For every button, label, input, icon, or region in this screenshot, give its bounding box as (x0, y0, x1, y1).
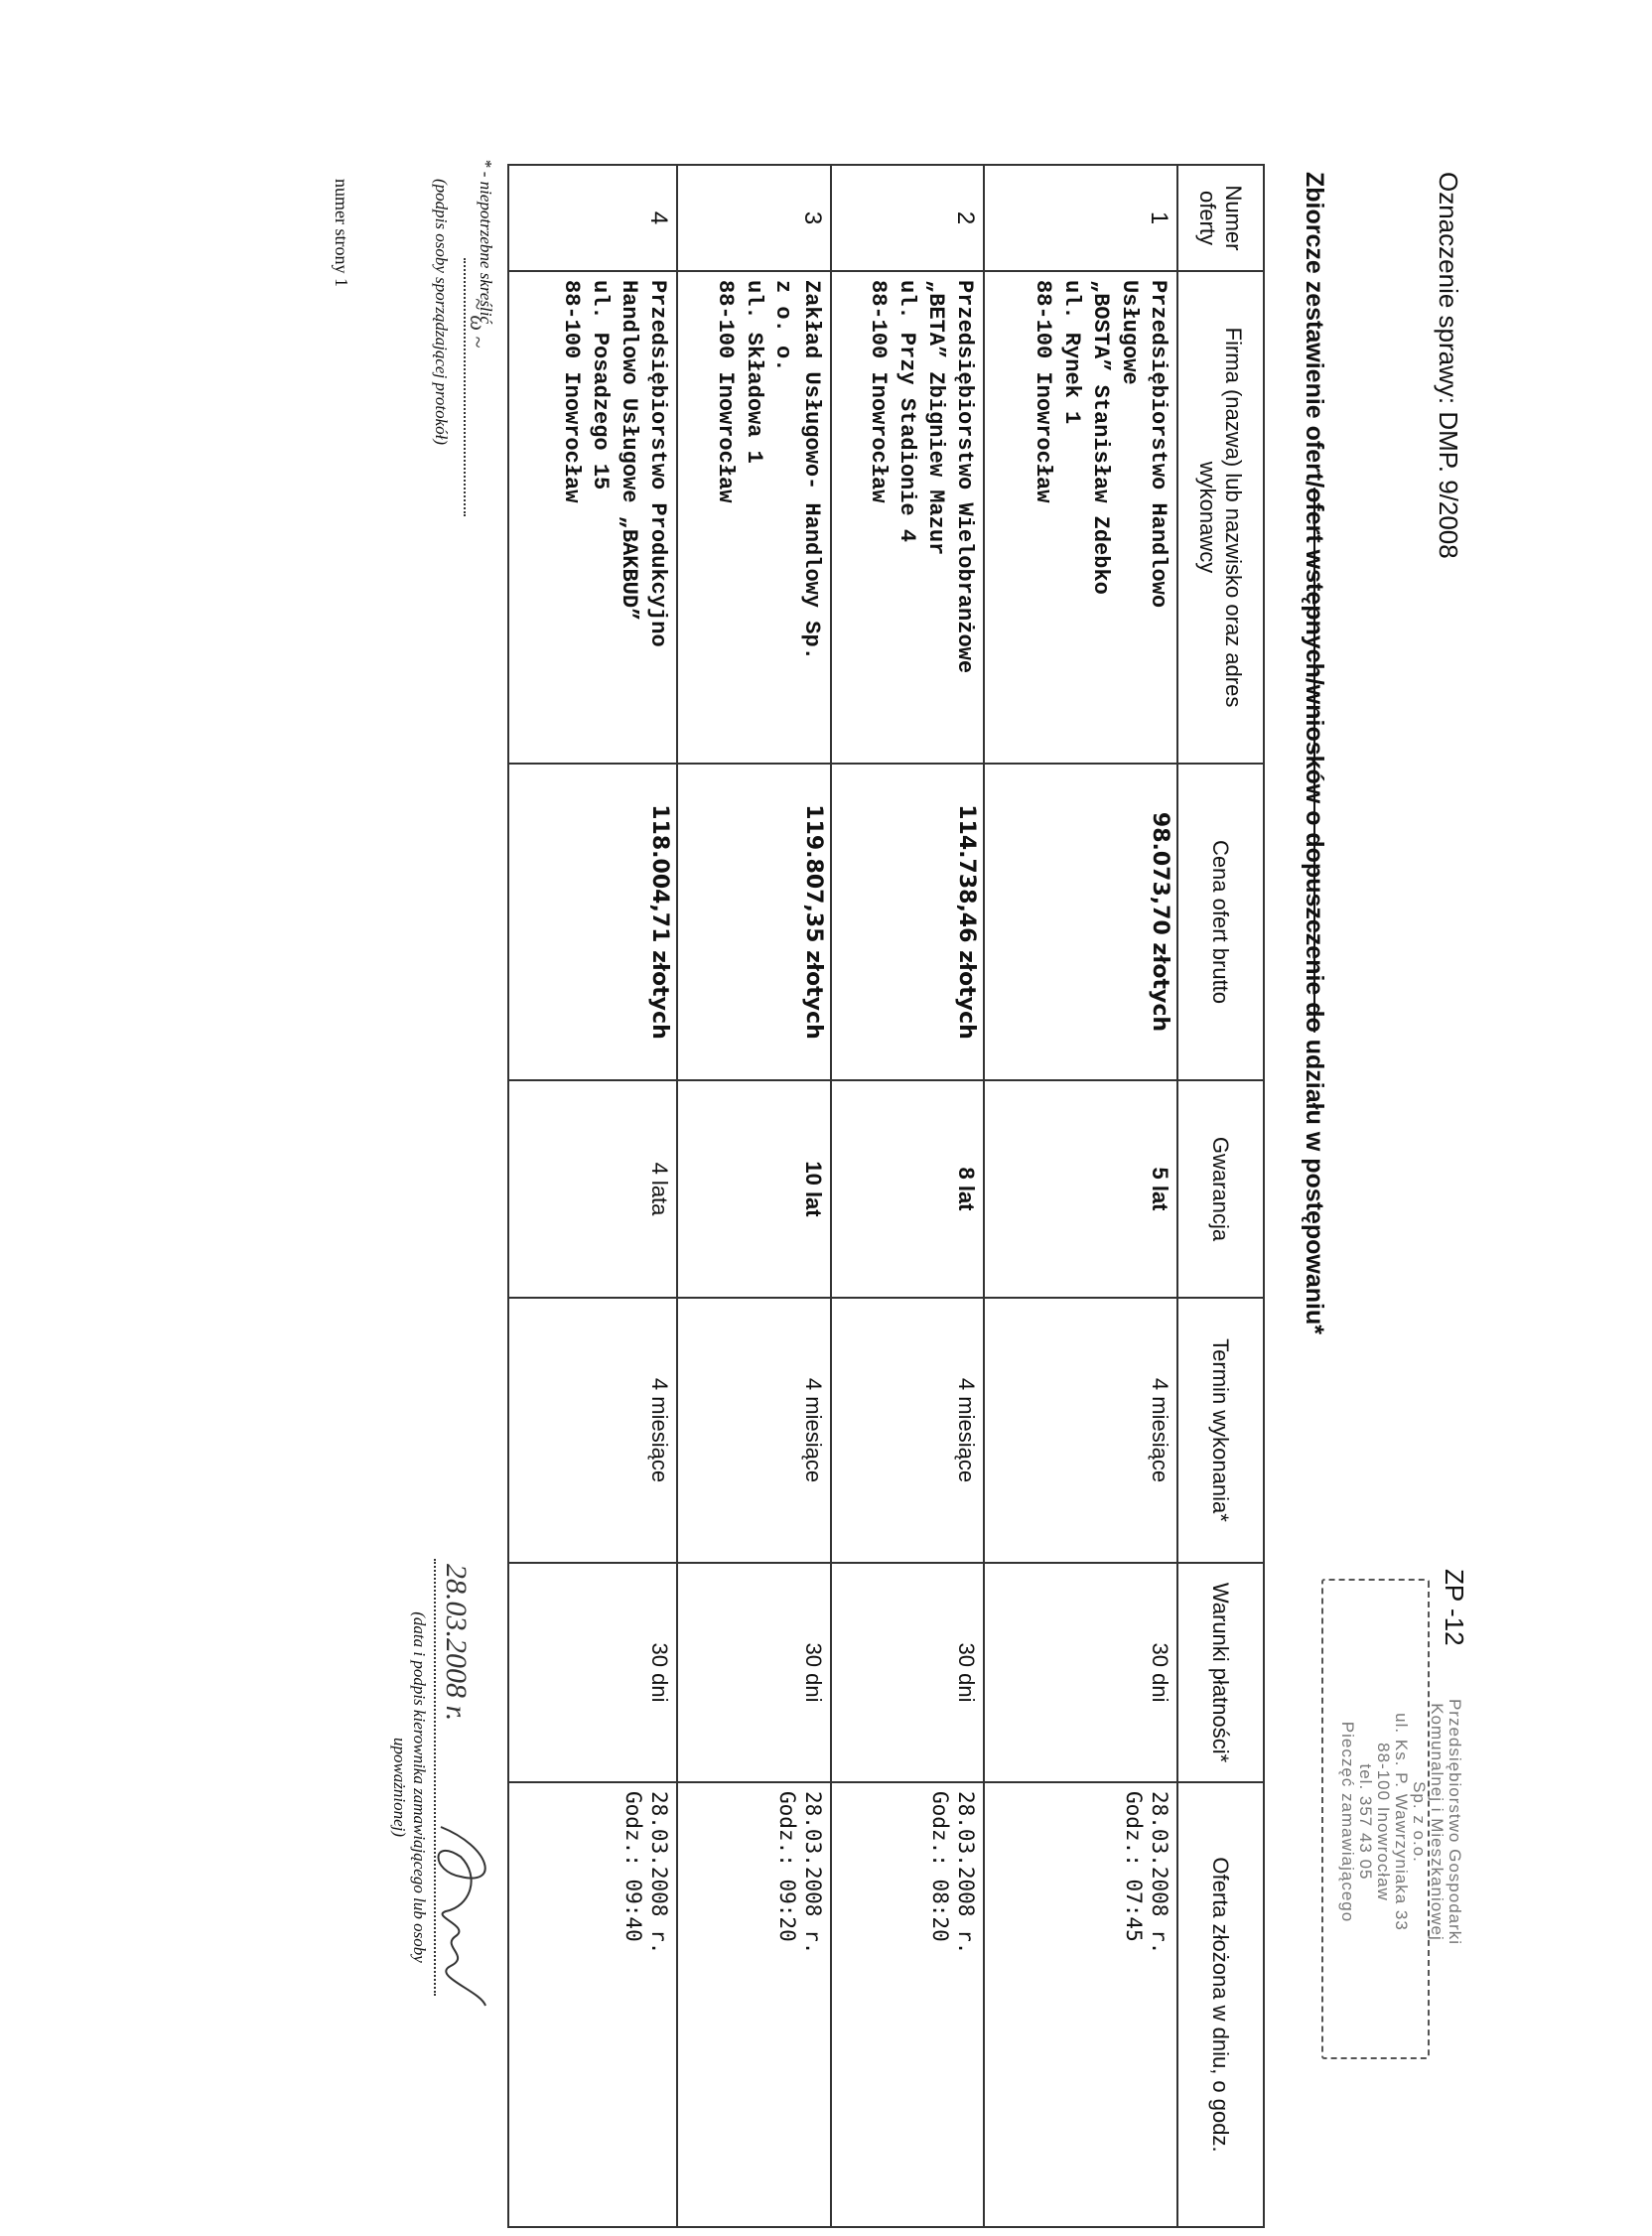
handwritten-date: 28.03.2008 r. (440, 1564, 473, 1722)
page-number: numer strony 1 (332, 179, 351, 287)
document-title (1300, 172, 1328, 1334)
header-warranty: Gwarancja (1177, 1080, 1264, 1298)
payment: 30 dni (831, 1563, 984, 1782)
stamp-line: Sp. z o.o. (1410, 1781, 1429, 1863)
preparer-signature-line (464, 258, 466, 516)
header-offer-number: Numer oferty (1177, 165, 1264, 271)
offer-number: 1 (984, 165, 1177, 271)
title-part-2: udziału w postępowaniu* (1301, 1032, 1328, 1334)
firm-name: Przedsiębiorstwo Handlowo Usługowe „BOSTA” Stanisław Zdebko ul. Rynek 1 88-100 Inowrocław (984, 271, 1177, 764)
header-term: Termin wykonania* (1177, 1298, 1264, 1563)
price: 119.807,35 złotych (677, 764, 831, 1080)
table-row (831, 165, 984, 2227)
title-part-1: Zbiorcze zestawienie ofert/ (1301, 172, 1328, 489)
company-stamp (1338, 1589, 1463, 2055)
preparer-caption: (podpis osoby sporządzającej protokół) (432, 179, 451, 446)
price: 98.073,70 złotych (984, 764, 1177, 1080)
approver-caption: (data i podpis kierownika zamawiającego lub osoby upoważnionej) (390, 1611, 429, 1963)
payment: 30 dni (984, 1563, 1177, 1782)
offer-number: 4 (508, 165, 677, 271)
submitted: 28.03.2008 r. Godz.: 08:20 (831, 1782, 984, 2227)
footnote: * - niepotrzebne skreślić (477, 159, 495, 325)
form-code: ZP -12 (1440, 1569, 1469, 1646)
submitted: 28.03.2008 r. Godz.: 07:45 (984, 1782, 1177, 2227)
stamp-line: Przedsiębiorstwo Gospodarki (1446, 1698, 1464, 1946)
table-row (984, 165, 1177, 2227)
stamp-line: ul. Ks. P. Wawrzyniaka 33 (1392, 1713, 1411, 1931)
case-reference: Oznaczenie sprawy: DMP. 9/2008 (1434, 172, 1463, 559)
preparer-signature-scribble: ~ ω ~ (466, 298, 490, 349)
term: 4 miesiące (984, 1298, 1177, 1563)
table-header-row (1177, 165, 1264, 2227)
stamp-line: tel. 357 43 05 (1356, 1763, 1375, 1881)
table-row (508, 165, 677, 2227)
stamp-line: Pieczęć zamawiającego (1338, 1721, 1357, 1923)
header-firm: Firma (nazwa) lub nazwisko oraz adres wykonawcy (1177, 271, 1264, 764)
header-submitted: Oferta złożona w dniu, o godz. (1177, 1782, 1264, 2227)
warranty: 5 lat (984, 1080, 1177, 1298)
warranty: 4 lata (508, 1080, 677, 1298)
firm-name: Przedsiębiorstwo Produkcyjno Handlowo Usługowe „BAKBUD” ul. Posadzego 15 88-100 Inowrocław (508, 271, 677, 764)
price: 114.738,46 złotych (831, 764, 984, 1080)
header-payment: Warunki płatności* (1177, 1563, 1264, 1782)
stamp-line: Komunalnej i Mieszkaniowej (1428, 1703, 1446, 1941)
firm-name: Zakład Usługowo- Handlowy Sp. z o. o. ul. Składowa 1 88-100 Inowrocław (677, 271, 831, 764)
table-row (677, 165, 831, 2227)
submitted: 28.03.2008 r. Godz.: 09:40 (508, 1782, 677, 2227)
offer-number: 2 (831, 165, 984, 271)
offers-table (507, 164, 1265, 2228)
price: 118.004,71 złotych (508, 764, 677, 1080)
term: 4 miesiące (508, 1298, 677, 1563)
stamp-line: 88-100 Inowrocław (1374, 1743, 1393, 1901)
warranty: 10 lat (677, 1080, 831, 1298)
payment: 30 dni (677, 1563, 831, 1782)
warranty: 8 lat (831, 1080, 984, 1298)
header-price: Cena ofert brutto (1177, 764, 1264, 1080)
title-struck-text: ofert wstępnych/wniosków o dopuszczenie do (1301, 488, 1328, 1033)
offer-number: 3 (677, 165, 831, 271)
term: 4 miesiące (831, 1298, 984, 1563)
submitted: 28.03.2008 r. Godz.: 09:20 (677, 1782, 831, 2227)
approver-signature-line (434, 1559, 436, 1996)
firm-name: Przedsiębiorstwo Wielobranżowe „BETA” Zbigniew Mazur ul. Przy Stadionie 4 88-100 Inowrocław (831, 271, 984, 764)
term: 4 miesiące (677, 1298, 831, 1563)
payment: 30 dni (508, 1563, 677, 1782)
